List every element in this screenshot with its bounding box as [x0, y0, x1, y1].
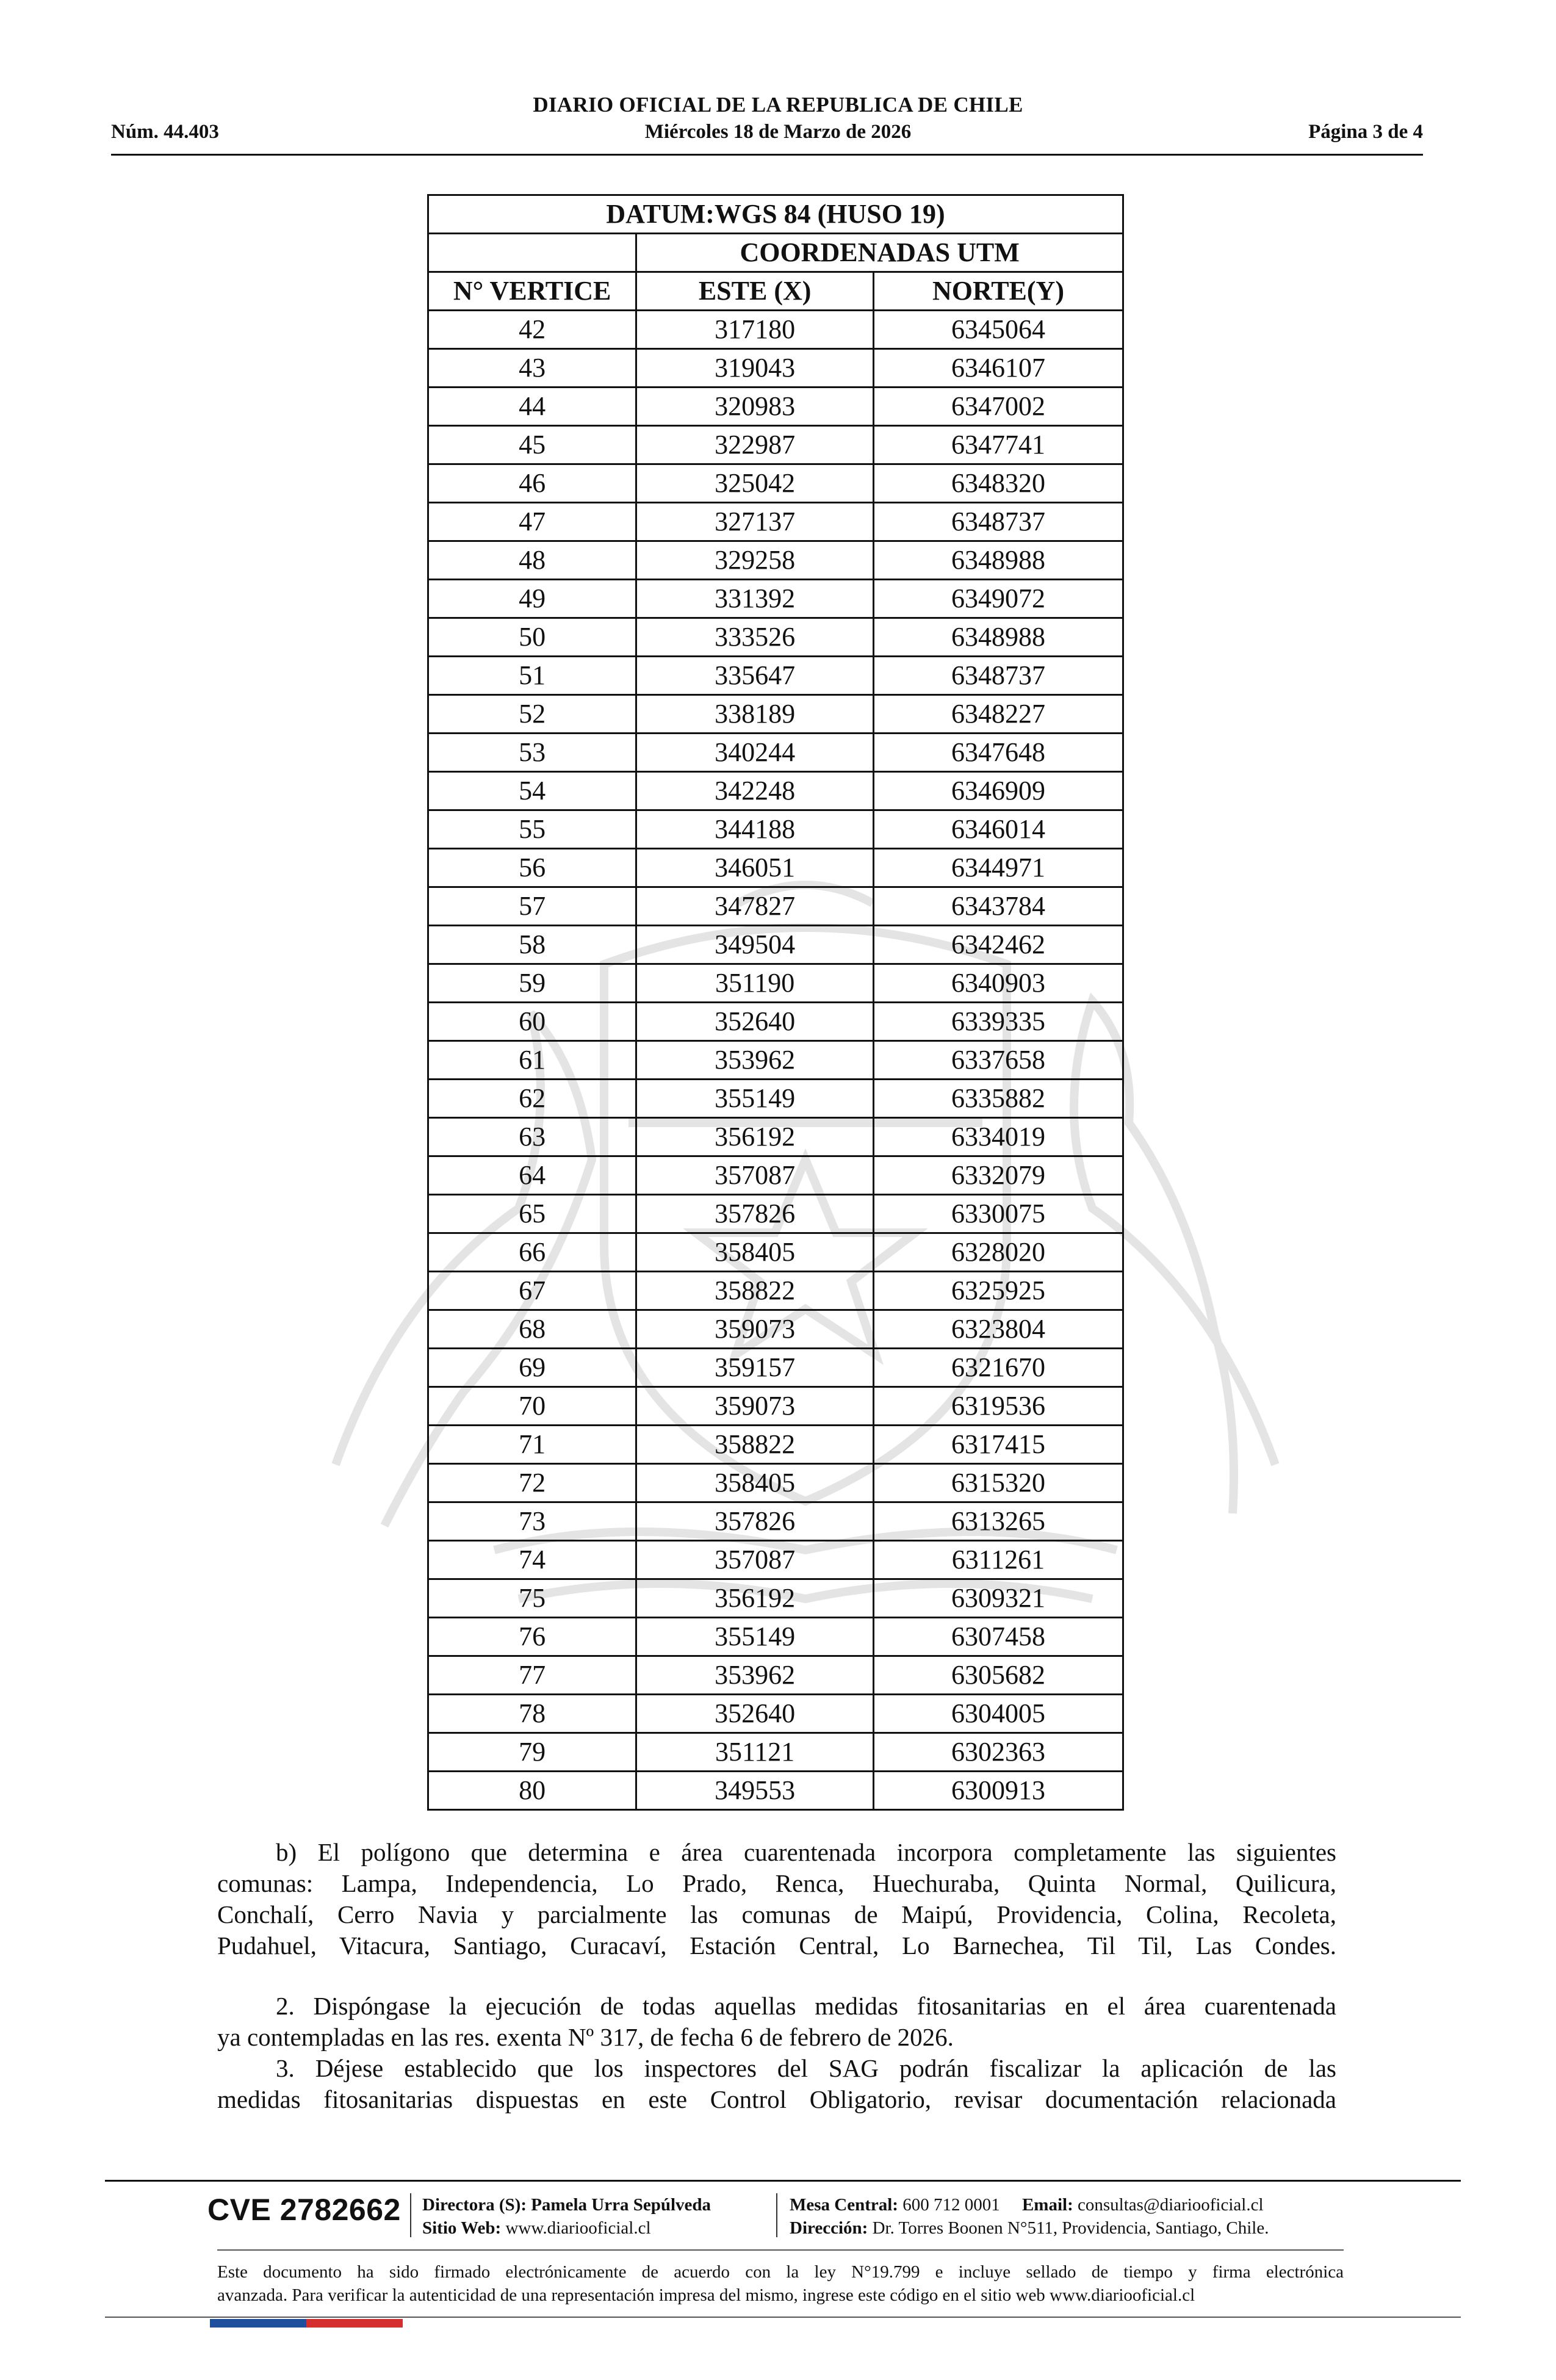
north-cell: 6347741 [873, 426, 1123, 464]
paragraph-line: b) El polígono que determina e área cuarentenada incorpora completamente las siguientes [276, 1838, 1336, 1866]
vertex-cell: 78 [428, 1695, 636, 1733]
table-row [428, 810, 1123, 849]
north-cell: 6319536 [873, 1387, 1123, 1426]
north-cell: 6342462 [873, 926, 1123, 964]
vertex-cell: 51 [428, 657, 636, 695]
table-datum-row [428, 195, 1123, 234]
table-row [428, 618, 1123, 657]
north-cell: 6313265 [873, 1502, 1123, 1541]
east-cell: 346051 [636, 849, 874, 887]
vertex-cell: 71 [428, 1426, 636, 1464]
column-header-east: ESTE (X) [636, 272, 874, 311]
table-row [428, 1733, 1123, 1772]
footer-separator [776, 2193, 777, 2237]
north-cell: 6328020 [873, 1233, 1123, 1272]
east-cell: 356192 [636, 1579, 874, 1618]
table-row [428, 464, 1123, 503]
north-cell: 6346107 [873, 349, 1123, 388]
vertex-cell: 43 [428, 349, 636, 388]
email-link[interactable]: consultas@diariooficial.cl [1078, 2195, 1264, 2215]
vertex-cell: 46 [428, 464, 636, 503]
vertex-cell: 50 [428, 618, 636, 657]
vertex-cell: 57 [428, 887, 636, 926]
table-row [428, 1656, 1123, 1695]
table-row [428, 1041, 1123, 1080]
east-cell: 358822 [636, 1426, 874, 1464]
paragraph-line: Pudahuel, Vitacura, Santiago, Curacaví, Estación Central, Lo Barnechea, Til Til, Las Condes. [217, 1931, 1336, 1960]
table-row [428, 1618, 1123, 1656]
vertex-cell: 55 [428, 810, 636, 849]
north-cell: 6340903 [873, 964, 1123, 1003]
issue-date: Miércoles 18 de Marzo de 2026 [644, 121, 912, 143]
table-row [428, 1272, 1123, 1310]
east-cell: 333526 [636, 618, 874, 657]
table-row [428, 1003, 1123, 1041]
table-row [428, 1579, 1123, 1618]
table-row [428, 541, 1123, 580]
table-row [428, 1195, 1123, 1233]
paragraph-line: 2. Dispóngase la ejecución de todas aquellas medidas fitosanitarias en el área cuarentenada [276, 1992, 1336, 2020]
paragraph-line: 3. Déjese establecido que los inspectores del SAG podrán fiscalizar la aplicación de las [276, 2054, 1336, 2082]
east-cell: 358405 [636, 1233, 874, 1272]
vertex-cell: 56 [428, 849, 636, 887]
footer-divider-bottom [105, 2317, 1461, 2318]
table-row [428, 1233, 1123, 1272]
vertex-cell: 52 [428, 695, 636, 734]
table-row [428, 657, 1123, 695]
phone-value: 600 712 0001 [902, 2195, 1000, 2215]
vertex-cell: 61 [428, 1041, 636, 1080]
east-cell: 353962 [636, 1041, 874, 1080]
north-cell: 6347002 [873, 388, 1123, 426]
north-cell: 6311261 [873, 1541, 1123, 1579]
east-cell: 342248 [636, 772, 874, 810]
north-cell: 6304005 [873, 1695, 1123, 1733]
east-cell: 344188 [636, 810, 874, 849]
table-group-row [428, 234, 1123, 272]
footer-divider-mid [217, 2249, 1344, 2251]
north-cell: 6321670 [873, 1349, 1123, 1387]
footer-director-block [422, 2193, 711, 2240]
east-cell: 352640 [636, 1003, 874, 1041]
vertex-cell: 42 [428, 311, 636, 349]
address-value: Dr. Torres Boonen N°511, Providencia, Santiago, Chile. [872, 2218, 1269, 2238]
issue-number: Núm. 44.403 [111, 121, 219, 143]
table-row [428, 1080, 1123, 1118]
north-cell: 6348988 [873, 541, 1123, 580]
newspaper-title: DIARIO OFICIAL DE LA REPUBLICA DE CHILE [533, 93, 1023, 117]
vertex-cell: 76 [428, 1618, 636, 1656]
east-cell: 359073 [636, 1387, 874, 1426]
table-row [428, 1310, 1123, 1349]
paragraph-line: ya contempladas en las res. exenta Nº 317, de fecha 6 de febrero de 2026. [217, 2023, 954, 2051]
cve-code: CVE 2782662 [207, 2193, 401, 2227]
east-cell: 357826 [636, 1502, 874, 1541]
paragraph-line: Conchalí, Cerro Navia y parcialmente las comunas de Maipú, Providencia, Colina, Recoleta, [217, 1900, 1336, 1928]
north-cell: 6348227 [873, 695, 1123, 734]
east-cell: 317180 [636, 311, 874, 349]
east-cell: 359157 [636, 1349, 874, 1387]
table-row [428, 580, 1123, 618]
north-cell: 6349072 [873, 580, 1123, 618]
flag-stripe-red [306, 2319, 403, 2328]
table-row [428, 1349, 1123, 1387]
east-cell: 319043 [636, 349, 874, 388]
footer-contact-block [790, 2193, 1269, 2240]
table-row [428, 311, 1123, 349]
vertex-cell: 65 [428, 1195, 636, 1233]
east-cell: 349553 [636, 1772, 874, 1810]
east-cell: 349504 [636, 926, 874, 964]
north-cell: 6305682 [873, 1656, 1123, 1695]
north-cell: 6315320 [873, 1464, 1123, 1502]
north-cell: 6337658 [873, 1041, 1123, 1080]
north-cell: 6343784 [873, 887, 1123, 926]
web-label: Sitio Web: [422, 2218, 502, 2238]
north-cell: 6348737 [873, 657, 1123, 695]
vertex-cell: 53 [428, 734, 636, 772]
vertex-cell: 48 [428, 541, 636, 580]
east-cell: 320983 [636, 388, 874, 426]
flag-stripe-blue [210, 2319, 306, 2328]
north-cell: 6323804 [873, 1310, 1123, 1349]
north-cell: 6348988 [873, 618, 1123, 657]
north-cell: 6339335 [873, 1003, 1123, 1041]
north-cell: 6348737 [873, 503, 1123, 541]
table-row [428, 1541, 1123, 1579]
table-row [428, 349, 1123, 388]
paragraph-2-measures [217, 1991, 1336, 2053]
phone-label: Mesa Central: [790, 2195, 898, 2215]
table-row [428, 926, 1123, 964]
director-name: Directora (S): Pamela Urra Sepúlveda [422, 2195, 711, 2215]
vertex-cell: 66 [428, 1233, 636, 1272]
north-cell: 6346909 [873, 772, 1123, 810]
north-cell: 6345064 [873, 311, 1123, 349]
column-header-vertex: N° VERTICE [428, 272, 636, 311]
vertex-cell: 80 [428, 1772, 636, 1810]
footer-separator [410, 2193, 411, 2237]
page-indicator: Página 3 de 4 [1308, 121, 1423, 143]
paragraph-line: medidas fitosanitarias dispuestas en este Control Obligatorio, revisar documentación relacionada [217, 2085, 1336, 2113]
north-cell: 6334019 [873, 1118, 1123, 1156]
north-cell: 6335882 [873, 1080, 1123, 1118]
column-header-north: NORTE(Y) [873, 272, 1123, 311]
vertex-cell: 44 [428, 388, 636, 426]
vertex-cell: 70 [428, 1387, 636, 1426]
table-row [428, 695, 1123, 734]
email-label: Email: [1021, 2195, 1073, 2215]
north-cell: 6332079 [873, 1156, 1123, 1195]
table-row [428, 1156, 1123, 1195]
vertex-cell: 59 [428, 964, 636, 1003]
east-cell: 340244 [636, 734, 874, 772]
table-row [428, 772, 1123, 810]
paragraph-3-inspectors [217, 2053, 1336, 2115]
north-cell: 6348320 [873, 464, 1123, 503]
north-cell: 6344971 [873, 849, 1123, 887]
north-cell: 6325925 [873, 1272, 1123, 1310]
vertex-cell: 73 [428, 1502, 636, 1541]
table-row [428, 1426, 1123, 1464]
signature-notice [217, 2260, 1344, 2307]
vertex-cell: 54 [428, 772, 636, 810]
table-row [428, 426, 1123, 464]
vertex-cell: 49 [428, 580, 636, 618]
east-cell: 358822 [636, 1272, 874, 1310]
vertex-cell: 75 [428, 1579, 636, 1618]
vertex-cell: 45 [428, 426, 636, 464]
north-cell: 6346014 [873, 810, 1123, 849]
table-row [428, 1695, 1123, 1733]
vertex-cell: 67 [428, 1272, 636, 1310]
east-cell: 338189 [636, 695, 874, 734]
north-cell: 6330075 [873, 1195, 1123, 1233]
north-cell: 6347648 [873, 734, 1123, 772]
table-column-row [428, 272, 1123, 311]
vertex-cell: 74 [428, 1541, 636, 1579]
paragraph-line: comunas: Lampa, Independencia, Lo Prado, Renca, Huechuraba, Quinta Normal, Quilicura, [217, 1869, 1336, 1897]
vertex-cell: 47 [428, 503, 636, 541]
vertex-cell: 58 [428, 926, 636, 964]
table-row [428, 964, 1123, 1003]
footer-divider-top [105, 2180, 1461, 2182]
east-cell: 357087 [636, 1156, 874, 1195]
table-row [428, 1772, 1123, 1810]
east-cell: 347827 [636, 887, 874, 926]
east-cell: 358405 [636, 1464, 874, 1502]
table-row [428, 1464, 1123, 1502]
east-cell: 351190 [636, 964, 874, 1003]
paragraph-b-communes [217, 1837, 1336, 1961]
east-cell: 335647 [636, 657, 874, 695]
east-cell: 355149 [636, 1080, 874, 1118]
vertex-cell: 63 [428, 1118, 636, 1156]
vertex-cell: 72 [428, 1464, 636, 1502]
empty-header-cell [428, 234, 636, 272]
north-cell: 6300913 [873, 1772, 1123, 1810]
web-link[interactable]: www.diariooficial.cl [505, 2218, 651, 2238]
utm-coordinates-header: COORDENADAS UTM [636, 234, 1123, 272]
north-cell: 6307458 [873, 1618, 1123, 1656]
notice-line: Este documento ha sido firmado electrónicamente de acuerdo con la ley N°19.799 e incluye sellado de tiempo y firma electrónica [217, 2262, 1344, 2282]
east-cell: 359073 [636, 1310, 874, 1349]
north-cell: 6309321 [873, 1579, 1123, 1618]
datum-header: DATUM:WGS 84 (HUSO 19) [428, 195, 1123, 234]
east-cell: 356192 [636, 1118, 874, 1156]
notice-line: avanzada. Para verificar la autenticidad de una representación impresa del mismo, ingrese este código en el sitio web www.diariooficial.cl [217, 2285, 1195, 2305]
north-cell: 6317415 [873, 1426, 1123, 1464]
east-cell: 331392 [636, 580, 874, 618]
vertex-cell: 64 [428, 1156, 636, 1195]
table-row [428, 1118, 1123, 1156]
east-cell: 327137 [636, 503, 874, 541]
address-label: Dirección: [790, 2218, 868, 2238]
east-cell: 355149 [636, 1618, 874, 1656]
table-row [428, 1387, 1123, 1426]
vertex-cell: 68 [428, 1310, 636, 1349]
vertex-cell: 79 [428, 1733, 636, 1772]
east-cell: 351121 [636, 1733, 874, 1772]
vertex-cell: 62 [428, 1080, 636, 1118]
vertex-cell: 60 [428, 1003, 636, 1041]
table-row [428, 849, 1123, 887]
east-cell: 325042 [636, 464, 874, 503]
header-divider [111, 154, 1423, 156]
east-cell: 352640 [636, 1695, 874, 1733]
east-cell: 322987 [636, 426, 874, 464]
table-row [428, 734, 1123, 772]
east-cell: 329258 [636, 541, 874, 580]
north-cell: 6302363 [873, 1733, 1123, 1772]
table-row [428, 503, 1123, 541]
table-row [428, 388, 1123, 426]
east-cell: 357087 [636, 1541, 874, 1579]
table-row [428, 887, 1123, 926]
east-cell: 357826 [636, 1195, 874, 1233]
table-row [428, 1502, 1123, 1541]
vertex-cell: 77 [428, 1656, 636, 1695]
coordinates-table [427, 194, 1124, 1811]
east-cell: 353962 [636, 1656, 874, 1695]
vertex-cell: 69 [428, 1349, 636, 1387]
